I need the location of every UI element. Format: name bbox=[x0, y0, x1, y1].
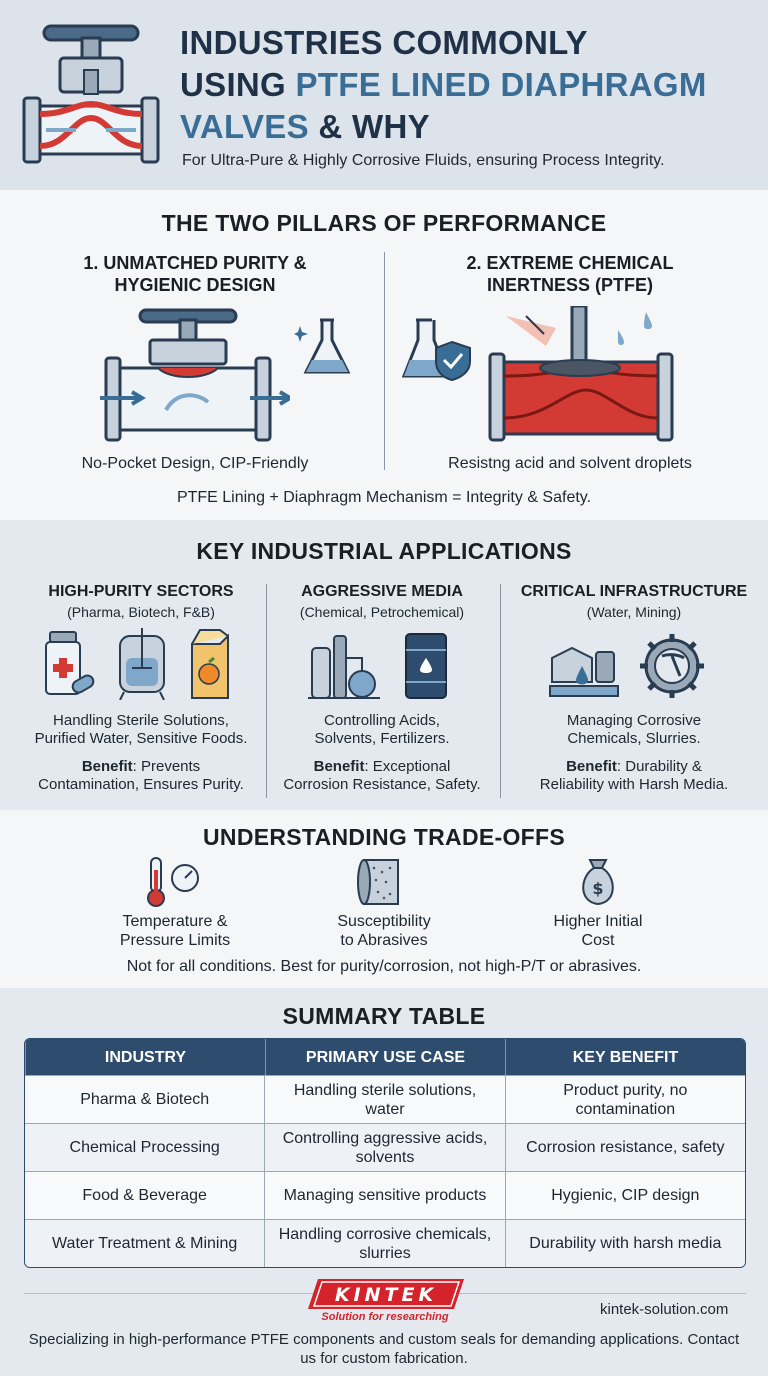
water-treatment-icon bbox=[550, 648, 618, 696]
app-infrastructure-sub: (Water, Mining) bbox=[586, 604, 682, 620]
table-row bbox=[25, 1075, 745, 1123]
table-row bbox=[25, 1123, 745, 1171]
ptfe-lined-valve-icon bbox=[486, 306, 676, 446]
applications-section-title: KEY INDUSTRIAL APPLICATIONS bbox=[196, 538, 572, 564]
abrasive-roll-icon bbox=[356, 856, 402, 908]
page-title: INDUSTRIES COMMONLY USING PTFE LINED DIAPHRAGM VALVES & WHY bbox=[180, 24, 707, 145]
svg-text:$: $ bbox=[592, 879, 604, 898]
oil-barrel-icon bbox=[406, 634, 446, 698]
app-aggressive-title: AGGRESSIVE MEDIA bbox=[301, 583, 463, 600]
chemical-plant-icon bbox=[308, 636, 380, 698]
pharma-food-icons bbox=[44, 628, 244, 700]
pillar-inertness-caption: Resistng acid and solvent droplets bbox=[448, 455, 692, 472]
hygienic-valve-icon bbox=[100, 306, 290, 446]
table-cell: Pharma & Biotech bbox=[80, 1091, 210, 1108]
kintek-tagline: Solution for researching bbox=[321, 1311, 449, 1323]
tradeoff-cost: Higher Initial Cost bbox=[553, 913, 643, 949]
thermometer-gauge-icon bbox=[145, 856, 201, 908]
infrastructure-icons bbox=[548, 628, 708, 700]
app-high-purity-use: Handling Sterile Solutions, Purified Water, Sensitive Foods. bbox=[34, 712, 248, 747]
table-header-cell: KEY BENEFIT bbox=[505, 1039, 745, 1075]
app-infrastructure-title: CRITICAL INFRASTRUCTURE bbox=[520, 583, 748, 600]
table-row bbox=[25, 1171, 745, 1219]
table-header-row bbox=[25, 1039, 745, 1075]
app-high-purity-sub: (Pharma, Biotech, F&B) bbox=[67, 604, 215, 620]
pillars-equation: PTFE Lining + Diaphragm Mechanism = Integrity & Safety. bbox=[176, 489, 592, 506]
clean-flask-icon bbox=[294, 312, 354, 382]
table-cell: Durability with harsh media bbox=[505, 1220, 745, 1267]
table-header-cell: INDUSTRY bbox=[25, 1039, 265, 1075]
page-subtitle: For Ultra-Pure & Highly Corrosive Fluids, ensuring Process Integrity. bbox=[182, 152, 665, 169]
table-cell: Handling corrosive chemicals, slurries bbox=[264, 1220, 504, 1267]
kintek-logo bbox=[308, 1279, 464, 1309]
pillar-purity-title: 1. UNMATCHED PURITY & HYGIENIC DESIGN bbox=[83, 253, 307, 295]
gear-pickaxe-icon bbox=[640, 634, 704, 698]
summary-section-title: SUMMARY TABLE bbox=[282, 1003, 486, 1029]
pillar-inertness-title: 2. EXTREME CHEMICAL INERTNESS (PTFE) bbox=[466, 253, 674, 295]
summary-table bbox=[24, 1038, 746, 1268]
app-aggressive-benefit: Benefit: Exceptional Corrosion Resistance, Safety. bbox=[283, 758, 481, 793]
app-aggressive-use: Controlling Acids, Solvents, Fertilizers. bbox=[314, 712, 450, 747]
chemical-plant-icons bbox=[306, 628, 456, 700]
table-header-cell: PRIMARY USE CASE bbox=[265, 1039, 505, 1075]
table-cell: Corrosion resistance, safety bbox=[505, 1124, 745, 1171]
tradeoff-temperature: Temperature & Pressure Limits bbox=[119, 913, 231, 949]
money-bag-icon bbox=[576, 856, 620, 908]
tradeoff-abrasives: Susceptibility to Abrasives bbox=[337, 913, 431, 949]
table-cell: Handling sterile solutions, water bbox=[264, 1076, 504, 1123]
app-high-purity-benefit: Benefit: Prevents Contamination, Ensures Purity. bbox=[38, 758, 244, 793]
table-cell: Water Treatment & Mining bbox=[52, 1235, 238, 1252]
medicine-bottle-icon bbox=[46, 632, 96, 695]
svg-text:KINTEK: KINTEK bbox=[334, 1284, 438, 1306]
header-banner bbox=[0, 0, 768, 190]
pillars-section-title: THE TWO PILLARS OF PERFORMANCE bbox=[161, 210, 607, 236]
table-cell: Product purity, no contamination bbox=[505, 1076, 745, 1123]
table-cell: Chemical Processing bbox=[69, 1139, 220, 1156]
app-aggressive-sub: (Chemical, Petrochemical) bbox=[299, 604, 465, 620]
footer-description: Specializing in high-performance PTFE components and custom seals for demanding applications. Contact us for custom fabrication. bbox=[28, 1331, 740, 1367]
app-infrastructure-use: Managing Corrosive Chemicals, Slurries. bbox=[566, 712, 702, 747]
pillar-divider bbox=[384, 252, 385, 470]
app-high-purity-title: HIGH-PURITY SECTORS bbox=[48, 583, 234, 600]
bioreactor-icon bbox=[120, 628, 164, 700]
table-row bbox=[25, 1219, 745, 1267]
tradeoffs-note: Not for all conditions. Best for purity/corrosion, not high-P/T or abrasives. bbox=[126, 958, 642, 975]
tradeoffs-section-title: UNDERSTANDING TRADE-OFFS bbox=[203, 824, 565, 850]
table-cell: Controlling aggressive acids, solvents bbox=[264, 1124, 504, 1171]
website-link[interactable]: kintek-solution.com bbox=[600, 1301, 729, 1318]
table-cell: Managing sensitive products bbox=[264, 1172, 504, 1219]
pillar-purity-caption: No-Pocket Design, CIP-Friendly bbox=[81, 455, 309, 472]
app-infrastructure-benefit: Benefit: Durability & Reliability with Harsh Media. bbox=[539, 758, 729, 793]
diaphragm-valve-icon bbox=[16, 18, 166, 178]
juice-carton-icon bbox=[192, 630, 228, 698]
table-cell: Food & Beverage bbox=[82, 1187, 207, 1204]
flask-shield-icon bbox=[402, 314, 478, 384]
table-cell: Hygienic, CIP design bbox=[505, 1172, 745, 1219]
